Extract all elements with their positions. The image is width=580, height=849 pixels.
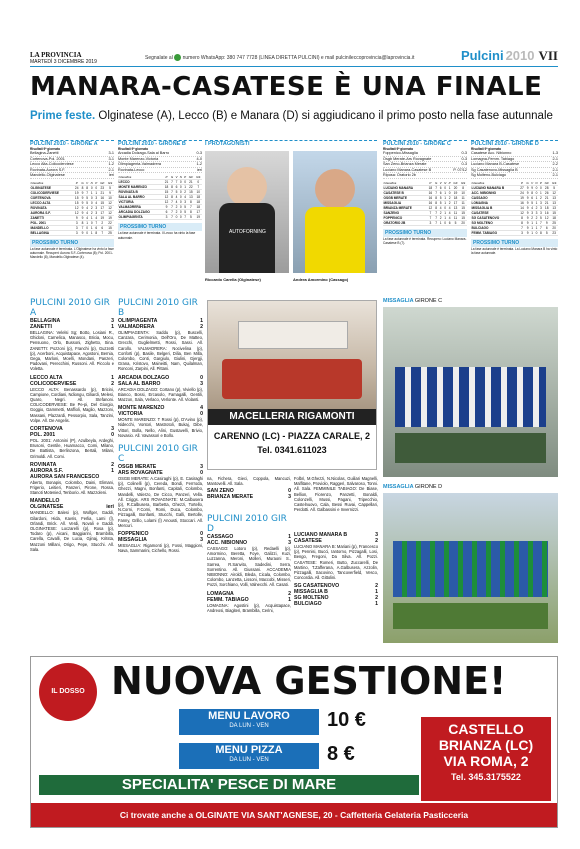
ad-title: MACELLERIA RIGAMONTI <box>208 409 376 425</box>
match-score-row: ACC. NIBIONNO 3 <box>207 540 291 546</box>
match-report: Aberto, Bonapis, Colombo, Daini, Elimani, Frigerio, Leitieri, Panzeri, Pirone, Rossa, Stanoti Motenied, Tenborio. All. Mazzoleni. <box>30 479 114 496</box>
result-row: Sg Casatenovo-Missaglia B 2-1 <box>471 167 558 172</box>
results-list <box>118 151 202 173</box>
gir-b-reports: PULCINI 2010 GIR B OLIMPIAGENTA 1 VALMADRERA 2 OLIMPIAGENTA: Saddu (p), Buscelli, Canzara, Cerimonia, Dell'Oro, De Matteo, Grecchi, Guglielmetti, Rossi, Sassi. All. Carollo. VALMADRERA: Nocivelina (p), Conforti (p), Basile, Belgeri, Dilia, Ben Milla, Colombo, Conti, Gargiulo, Giulini, Gjergji, Grana, Kristovo, Maineitti, Nam, Quilalman, Ronconi, Zarpini, All. Pittani. ARCADIA DOLZAGO 0 SALA AL BARRO 3 ARCADIA DOLZAGO: Cortano (p), Viviello (p), Bianco, Bossi, Ercasolo, Famagalli, Gentili, Mazzon, Sala, Verlaco, Verlonte. All. Violanti. MONTE MARENZO 4 VICTORIA 0 MONTE MARENZO: T Rossi (p), D'Avino (p), Nidecchi, Vontori, Mastrotoli, Bukaj, Dibe, Vittori, Bolla, Nello, Alini, Gustavelli, Brivio, Novasio. All. Vavassori e Bollo. PULCINI 2010 GIR C OSGB MERATE 3 ARS ROVAGNATE 0 OSGB MERATE: A.Casiraghi (p), E. Casiraghi (p), Colinelli (p), Cereda, Bondi, Ferrroda, Ghezzi, Magni, Bonfanti, Capitali, Colombo, Mandelli, Valerzo, De Cicco, Panzeri, Vella. All. Criggs. ARS ROVAGNATE: M.Calbusera (p), R.Calbusera, Barbetta, Ghezzi, Tortello, N.Corni, F.Corni, Romi, Duca, Colombo, Pizzagalli, Bonfanti, Stucchi, Galli, Bertolle, Fanny, Grillo, Lolami (l) Anousti, Stoccari. All. Mercuri. FOPPENICO 0 MISSAGLIA 3 MISSAGLIA: Rigamonti (p), Fossi, Maggioni, Nava, Sammarini, Cichello, Rossi. <box>118 298 203 554</box>
player-photo-right <box>293 151 377 273</box>
photo-c-block: MISSAGLIA GIRONE C <box>383 298 558 477</box>
results-list <box>30 151 114 179</box>
standings-row: FOPPENICO 7 7 2 1 4 11 15 <box>383 216 467 221</box>
menu-lavoro: MENU LAVORO DA LUN - VEN <box>179 709 319 735</box>
standings-row: MISSAGLIA B 14 9 4 2 3 18 13 <box>471 206 558 211</box>
match-score-row: SALA AL BARRO 3 <box>118 380 203 387</box>
match-score-row: ROVINATA 2 <box>30 461 114 468</box>
gir-d-more <box>294 532 378 607</box>
match-score-row: MISSAGLIA B 1 <box>294 589 378 596</box>
standings-row: OLIMPIAGENTA 3 7 0 0 7 5 19 <box>118 215 201 220</box>
section-label: Pulcini 2010 VII <box>460 48 558 63</box>
match-score-row: CASATESE 2 <box>294 538 378 544</box>
standings-header: Classifica P G V N P GF GS <box>30 181 113 186</box>
standings-row: SG MOLTENO 8 9 1 1 7 9 25 <box>471 221 558 226</box>
girone-a-box: PULCINI 2010 - GIRONE A Risultati 9ª giornata Bellagina-Zanetti 3-1 Cortenova-Pol. 2001 3-1 Lecco Alta-Colicoderviese 1-2 Rovinata-Aurora S.F. 2-1 Mandello-Olginatese ieri Classifica P G V N P GF GS OLGINATESE 24 8 8 0 0 23 5 COLICODERVIESE 19 9 7 1 1 21 9 CORTENOVA 15 9 5 0 3 16 10 LECCO ALTA 15 9 5 0 4 15 12 ROVINATA 12 9 4 2 3 17 12 AURORA S.F. 12 9 4 2 3 17 12 ZANETTI 9 9 4 1 4 19 19 POL. 2001 3 8 1 0 7 2 22 MANDELLO 3 7 0 1 6 6 15 BELLAGINA 3 9 0 1 8 7 25 PROSSIMO TURNO La fase autunnale è terminata. L'Olginatese ha vinto la fase autunnale. Recuperi: Aurora S.F.-Cortenova (8); Pol. 2001-Mandello (8), Mandello-Olginatese (4). <box>30 141 114 260</box>
standings-row: BELLAGINA 3 9 0 1 8 7 25 <box>30 231 114 236</box>
standings-table <box>30 181 114 236</box>
headline: MANARA-CASATESE È UNA FINALE <box>30 72 543 102</box>
caption-right: Andrea Amormino (Cassago) <box>293 277 349 282</box>
standings-row: VALMADRERA 9 7 2 0 5 7 18 <box>118 205 201 210</box>
result-row: Riposa: Oratorio 2b <box>383 173 467 179</box>
standings-row: CORTENOVA 15 9 5 0 3 16 10 <box>30 196 114 201</box>
result-row: Rovinata-Aurora S.F. 2-1 <box>30 167 114 172</box>
standings-row: SG CASATENOVO 8 9 2 2 5 12 18 <box>471 216 558 221</box>
page-number: VII <box>538 48 558 63</box>
match-report: LUCIANO MANARA B: Mariani (p), Francesco (p), Pennisi, Bucci, Iantorno, Pizzagalli, Losi, Bengo, Fregoni, Da Silva. All. Pozzi. CASATESE: Romeri, Butto, Zuccarelli, De Martino, T.Zafferana, A.Galbusera, Azzolin, Pizzagalli, Sacovino, Tancoverfield, Vesco, Concordia. All. Gittolini. <box>294 544 378 581</box>
result-row: Osgb Merate-Ars Rovagnate 0-3 <box>383 156 467 161</box>
result-row: Mandello-Olginatese ieri <box>30 173 114 178</box>
result-row: Rovinata-Lecco ieri <box>118 167 202 172</box>
standings-row: ROVINATA B 15 7 5 0 2 15 10 <box>118 190 201 195</box>
standings-row: OLGINATESE 24 8 8 0 0 23 5 <box>30 186 114 191</box>
ad-restaurant <box>30 656 558 828</box>
match-score-row: COLICODERVIESE 2 <box>30 380 114 387</box>
standings-row: MONTE MARENZO 18 8 6 0 1 22 7 <box>118 185 202 190</box>
subhead: Prime feste. Olginatese (A), Lecco (B) e Manara (D) si aggiudicano il primo posto nella fase autunnale <box>30 110 553 122</box>
standings-row: LUCIANO MANARA B 27 9 9 0 0 28 5 <box>471 186 558 191</box>
match-score-row: MISSAGLIA 3 <box>118 537 203 544</box>
result-row: Luciano Manara-Casatese B P. 07/12 <box>383 167 467 172</box>
standings-row: AURORA S.F. 12 9 4 2 3 17 12 <box>30 211 114 216</box>
match-report: POL. 2001: Antonini (P), Azulbeyla, Ardeghi, Brusoni, Gentile, Huarnacco, Comi, Milano, De Battista, Berlinzona, Bertali, Milani, Grimoldi. All. Comi. <box>30 438 114 459</box>
standings-row: FEMM. TABIAGO 3 9 1 0 8 5 23 <box>471 231 558 236</box>
result-row: Foppenico-Missaglia 0-3 <box>383 151 467 156</box>
menu-lavoro-price: 10 € <box>327 709 366 731</box>
team-photo-c <box>383 307 558 477</box>
girone-d-box: PULCINI 2010 - GIRONE D Risultati 9ª giornata Casatese Acc. Nibionno 1-3 Lomagna-Femm. Tabiago 2-1 Luciano Manara B-Casatese 2-2 Sg Casatenovo-Missaglia B 2-1 Sg Molteno-Bulciago 2-1 Classifica P G V N P GF GS LUCIANO MANARA B 27 9 9 0 0 28 5 ACC. NIBIONNO 24 9 8 0 1 26 12 CASSAGO 19 9 6 1 2 21 13 LOMAGNA 16 9 5 1 3 21 13 MISSAGLIA B 14 9 4 2 3 18 13 CASATESE 12 9 3 3 3 16 15 SG CASATENOVO 8 9 2 2 5 12 18 SG MOLTENO 8 9 1 1 7 9 25 BULCIAGO 7 9 1 1 7 6 20 FEMM. TABIAGO 3 9 1 0 8 5 23 PROSSIMO TURNO La fase autunnale è terminata. La Luciano Manara B ha vinto la fase autunnale. <box>471 141 558 256</box>
result-row: Lecco Alta-Colicoderviese 1-2 <box>30 162 114 167</box>
masthead-rule <box>30 66 558 67</box>
match-report: LECCO ALTA: Benassardo (p), Bricini, Campione, Cordiani, Ndiongu, Giliardi, Melesi, Quaro, Negri. All. Stefanoni. COLICODERVIESE: Be Pe-pi, Del Giorgio, Goggio, Gammetti, Maffioli, Maglio, Mazzoni, Massani, Plazzardi, Pessorpio, Sala, Tanzini, Volpe. All. De Angelis. <box>30 386 114 423</box>
match-score-row: LUCIANO MANARA B 3 <box>294 532 378 538</box>
match-score-row: OSGB MERATE 3 <box>118 464 203 471</box>
standings-row: BULCIAGO 7 9 1 1 7 6 20 <box>471 226 558 231</box>
ad-footer: Ci trovate anche a OLGINATE VIA SANT'AGNESE, 20 - Caffetteria Gelateria Pasticceria <box>31 803 557 827</box>
protagonisti-box <box>205 140 377 300</box>
match-report: OSGB MERATE: A.Casiraghi (p), E. Casiraghi (p), Colinelli (p), Cereda, Bondi, Ferrroda, Ghezzi, Magni, Bonfanti, Capitali, Colombo, Mandelli, Valerzo, De Cicco, Panzeri, Vella. All. Criggs. ARS ROVAGNATE: M.Calbusera (p), R.Calbusera, Barbetta, Ghezzi, Tortello, N.Corni, F.Corni, Romi, Duca, Colombo, Pizzagalli, Bonfanti, Stucchi, Galli, Bertolle, Fanny, Grillo, Lolami (l) Anousti, Stoccari. All. Mercuri. <box>118 476 203 528</box>
protagonisti-title: I PROTAGONISTI <box>205 141 250 147</box>
match-score-row: MONTE MARENZO 4 <box>118 405 203 412</box>
result-row: Casatese Acc. Nibionno 1-3 <box>471 151 558 156</box>
results-list <box>383 151 467 179</box>
results-list <box>471 151 558 179</box>
standings-row: CASATESE B 16 7 6 1 0 19 10 <box>383 191 467 196</box>
match-score-row: OLIMPIAGENTA 1 <box>118 318 203 324</box>
match-score-row: BELLAGINA 3 <box>30 318 114 324</box>
standings-row: VICTORIA 12 7 4 0 3 8 18 <box>118 200 201 205</box>
butcher-photo <box>208 301 376 409</box>
standings-row: SALA AL BARRO 12 8 4 0 4 13 18 <box>118 195 201 200</box>
result-row: Arcadia Dolzago-Sala al Barro 0-3 <box>118 151 202 156</box>
gir-d-reports: PULCINI 2010 GIR D CASSAGO 1 ACC. NIBIONNO 3 CASSAGO: Lotoro (p), Redaelli (p), Amormino, Beretta, Foye, Galizzi, Kuzi, Luzzanna, Meroni, Molleri, Muraoni S., Sarrea, R.Sanvito, Sadedini, Serra, Sorrentino. All. Giussani. ACCADEMIA NIBIONNO: Airoldi, Bleda, Cicala, Colombo, Colombo, Lanzetta, Lissoni, Maccobi, Misseri, Pozzi, Sorchiano, Volli, Valnecchi. All. Casati. LOMAGNA 2 FEMM. TABIAGO 1 LOMAGNA: Agostini (p), Acquistapace, Andreosi, Biagiteri, Brambilla, Cerini, <box>207 514 291 613</box>
paper-date: MARTEDÌ 3 DICEMBRE 2019 <box>30 59 97 65</box>
standings-row: CASSAGO 19 9 6 1 2 21 13 <box>471 196 558 201</box>
caption-left: Riccardo Carella (Olginatese) <box>205 277 261 282</box>
match-score-row: VALMADRERA 2 <box>118 324 203 330</box>
gir-d-continued: Folbri, M.Ghezzi, N.Nicolas, Guiliari Magnelli, Malfitane, Proviolo, Raggeri, Salvaroso, Tonni. All. Sala. FEMMINILE TABIAGO: De Biase, Bellion, Fiorenzo, Panzetti, Bonaldi, Colonzelli, Mussi, Pagani, Tripecchio, Castelnuovo, Cala, Bessi Ruvai, Cappellari, Perdotti. All. Galbassini e Invernizzi. <box>294 476 378 513</box>
standings-row: ARCADIA DOLZAGO 6 7 2 0 5 8 17 <box>118 210 201 215</box>
standings-row: CASATESE 12 9 3 3 3 16 15 <box>471 211 558 216</box>
whatsapp-icon <box>174 54 181 61</box>
standings-row: SANZENO 7 7 2 1 4 11 15 <box>383 211 467 216</box>
standings-header: Classifica P G V N P GF GS <box>471 181 557 186</box>
masthead-left <box>30 52 97 65</box>
standings-row: ZANETTI 9 9 4 1 4 19 19 <box>30 216 114 221</box>
standings-table <box>118 175 202 220</box>
match-report: BELLAGINA: Velelsi Sg; Botto, Losiani R., Ghidoni, Carnelica, Manasco, Bricia, Mocu, Pensuono, Orlo, Bussoni, Zighetto, Sina. ZANETTI: Pozzoni (p), Franchi (p), Guzzetti (p), Acerboni, Acquistapace, Agostoni, Bernia, Gega, Marloni, Moelli, Mondani, Panzeri, Padovani, Perecchini, Russoni. All. Piccolo e Voletta. <box>30 330 114 372</box>
standings-row: LUCIANO MANARA 18 7 6 0 1 20 8 <box>383 186 467 191</box>
ad-headline: NUOVA GESTIONE! <box>111 659 507 703</box>
match-score-row: FOPPENICO 0 <box>118 531 203 538</box>
match-score-row: FEMM. TABIAGO 1 <box>207 596 291 603</box>
result-row: Sg Molteno-Bulciago 2-1 <box>471 173 558 178</box>
menu-pizza-price: 8 € <box>327 743 355 765</box>
standings-row: LECCO ALTA 15 9 5 0 4 15 12 <box>30 201 114 206</box>
match-score-row: MANDELLO <box>30 498 60 505</box>
match-report: MISSAGLIA: Rigamonti (p), Fossi, Maggioni, Nava, Sammarini, Cichello, Rossi. <box>118 543 203 554</box>
whatsapp-banner: Segnalate al numero WhatsApp: 380 747 7728 (LINEA DIRETTA PULCINI) e mail pulcinileccoprovincia@laprovincia.it <box>145 54 415 61</box>
standings-row: OSGB MERATE 16 8 5 1 2 18 11 <box>383 196 467 201</box>
match-report: CASSAGO: Lotoro (p), Redaelli (p), Amormino, Beretta, Foye, Galizzi, Kuzi, Luzzanna, Meroni, Molleri, Muraoni S., Sarrea, R.Sanvito, Sadedini, Serra, Sorrentino. All. Giussani. ACCADEMIA NIBIONNO: Airoldi, Bleda, Cicala, Colombo, Colombo, Lanzetta, Lissoni, Maccobi, Misseri, Pozzi, Sorchiano, Volli, Valnecchi. All. Casati. <box>207 546 291 588</box>
result-row: San Zeno-Brianza Merate 0-3 <box>383 162 467 167</box>
match-score-row: ARCADIA DOLZAGO 0 <box>118 374 203 381</box>
standings-row: BRIANZA MERATE 12 8 4 0 4 13 15 <box>383 206 467 211</box>
standings-row: LOMAGNA 16 9 5 1 3 21 13 <box>471 201 558 206</box>
team-photo-d <box>383 493 558 643</box>
match-score-row: AURORA S.F. 1 <box>30 467 114 474</box>
match-report: OLIMPIAGENTA: Saddu (p), Buscelli, Canzara, Cerimonia, Dell'Oro, De Matteo, Grecchi, Guglielmetti, Rossi, Sassi. All. Carollo. VALMADRERA: Nocivelina (p), Conforti (p), Basile, Belgeri, Dilia, Ben Milla, Colombo, Conti, Gargiulo, Giulini, Gjergji, Grana, Kristovo, Maineitti, Nam, Quilalman, Ronconi, Zarpini, All. Pittani. <box>118 330 203 372</box>
gir-c-continued: na, Fichera, Gieci, Coppola, Mancuzi, Mantovelli. All. Sala. <box>207 476 291 487</box>
match-report: LOMAGNA: Agostini (p), Acquistapace, Andreosi, Biagiteri, Brambilla, Cerini, <box>207 602 291 613</box>
ad-address: CARENNO (LC) - PIAZZA CARALE, 2 <box>213 431 371 441</box>
standings-row: ORATORIO 2B 3 7 1 0 6 5 20 <box>383 221 467 226</box>
match-score-row: VICTORIA 0 <box>118 411 203 418</box>
match-score-row: OLGINATESE ieri <box>30 504 114 511</box>
ad-macelleria <box>207 300 377 470</box>
match-score-row: LOMAGNA 2 <box>207 590 291 597</box>
result-row: Lomagna-Femm. Tabiago 2-1 <box>471 156 558 161</box>
match-score-row: CASSAGO 1 <box>207 534 291 540</box>
match-score-row: BULCIAGO 1 <box>294 601 378 608</box>
restaurant-logo: IL DOSSO <box>39 663 97 721</box>
match-score-row: SG MOLTENO 2 <box>294 595 378 602</box>
result-row: Monte Marenzo-Victoria 4-0 <box>118 156 202 161</box>
result-row: Bellagina-Zanetti 3-1 <box>30 151 114 156</box>
address-box: CASTELLO BRIANZA (LC) VIA ROMA, 2 Tel. 345.3175522 <box>421 717 551 801</box>
ad-slogan: SPECIALITA' PESCE DI MARE <box>39 775 419 795</box>
standings-row: MANDELLO 3 7 0 1 6 6 15 <box>30 226 114 231</box>
match-report: ARCADIA DOLZAGO: Cortano (p), Viviello (p), Bianco, Bossi, Ercasolo, Famagalli, Gentili, Mazzon, Sala, Verlaco, Verlonte. All. Violanti. <box>118 386 203 403</box>
gir-a-reports: PULCINI 2010 GIR A BELLAGINA 3 ZANETTI 1 BELLAGINA: Velelsi Sg; Botto, Losiani R., Ghidoni, Carnelica, Manasco, Bricia, Mocu, Pensuono, Orlo, Bussoni, Zighetto, Sina. ZANETTI: Pozzoni (p), Franchi (p), Guzzetti (p), Acerboni, Acquistapace, Agostoni, Bernia, Gega, Marloni, Moelli, Mondani, Panzeri, Padovani, Perecchini, Russoni. All. Piccolo e Voletta. LECCO ALTA 1 COLICODERVIESE 2 LECCO ALTA: Benassardo (p), Bricini, Campione, Cordiani, Ndiongu, Giliardi, Melesi, Quaro, Negri. All. Stefanoni. COLICODERVIESE: Be Pe-pi, Del Giorgio, Goggio, Gammetti, Maffioli, Maglio, Mazzoni, Massani, Plazzardi, Pessorpio, Sala, Tanzini, Volpe. All. De Angelis. CORTENOVA 3 POL. 2001 0 POL. 2001: Antonini (P), Azulbeyla, Ardeghi, Brusoni, Gentile, Huarnacco, Comi, Milano, De Battista, Berlinzona, Bertali, Milani, Grimoldi. All. Comi. ROVINATA 2 AURORA S.F. 1 AURORA SAN FRANCESCO Aberto, Bonapis, Colombo, Daini, Elimani, Frigerio, Leitieri, Panzeri, Pirone, Rossa, Stanoti Motenied, Tenborio. All. Mazzoleni. MANDELLO OLGINATESE ieri MANDELLO: Balesi (p), Wolfger, Gaddi, Gilardoni, Hida, Kavris, Ferlia, Lami (l), Orlandi, Brick. All. Verdi, Novali e Gaddi. OLGINATESE: Loczarelli (p), Rosa (p), Todaro (p), Aicani, Baggiarini, Brambilla, Carella, Cavalli, De Lucia, Gjinaj, Kritsta, Mazzoni Millani, Origo, Pepe, Stucchi. All. Sala. <box>30 298 114 552</box>
match-score-row: POL. 2001 0 <box>30 432 114 439</box>
result-row: Luciano Manara B-Casatese 2-2 <box>471 162 558 167</box>
match-report: MONTE MARENZO: T Rossi (p), D'Avino (p), Nidecchi, Vontori, Mastrotoli, Bukaj, Dibe, Vittori, Bolla, Nello, Alini, Gustavelli, Brivio, Novasio. All. Vavassori e Bollo. <box>118 417 203 438</box>
ad-phone: Tel. 0341.611023 <box>257 445 327 455</box>
match-score-row: AURORA SAN FRANCESCO <box>30 473 100 480</box>
match-report: MANDELLO: Balesi (p), Wolfger, Gaddi, Gilardoni, Hida, Kavris, Ferlia, Lami (l), Orlandi, Brick. All. Verdi, Novali e Gaddi. OLGINATESE: Loczarelli (p), Rosa (p), Todaro (p), Aicani, Baggiarini, Brambilla, Carella, Cavalli, De Lucia, Gjinaj, Kritsta, Mazzoni Millani, Origo, Pepe, Stucchi. All. Sala. <box>30 510 114 552</box>
photo-d-block: MISSAGLIA GIRONE D <box>383 484 558 643</box>
match-score-row: SG CASATENOVO 2 <box>294 583 378 590</box>
standings-row: ACC. NIBIONNO 24 9 8 0 1 26 12 <box>471 191 558 196</box>
standings-row: LECCO 21 7 7 0 0 21 0 <box>118 180 202 185</box>
standings-header: Classifica P G V N P GF GS <box>383 181 466 186</box>
gir-c-continued-match: SAN ZENO 0 BRIANZA MERATE 3 <box>207 488 291 500</box>
menu-pizza: MENU PIZZA DA LUN - VEN <box>179 743 319 769</box>
standings-row: MISSAGLIA 16 8 5 1 2 17 11 <box>383 201 467 206</box>
standings-row: POL. 2001 3 8 1 0 7 2 22 <box>30 221 114 226</box>
standings-row: COLICODERVIESE 19 9 7 1 1 21 9 <box>30 191 114 196</box>
girone-c-box: PULCINI 2010 - GIRONE C Risultati 9ª giornata Foppenico-Missaglia 0-3 Osgb Merate-Ars Rovagnate 0-3 San Zeno-Brianza Merate 0-3 Luciano Manara-Casatese B P. 07/12 Riposa: Oratorio 2b Classifica P G V N P GF GS LUCIANO MANARA 18 7 6 0 1 20 8 CASATESE B 16 7 6 1 0 19 10 OSGB MERATE 16 8 5 1 2 18 11 MISSAGLIA 16 8 5 1 2 17 11 BRIANZA MERATE 12 8 4 0 4 13 15 SANZENO 7 7 2 1 4 11 15 FOPPENICO 7 7 2 1 4 11 15 ORATORIO 2B 3 7 1 0 6 5 20 PROSSIMO TURNO La fase autunnale è terminata. Recupero: Luciano Manara-Casatese B (7). <box>383 141 467 246</box>
match-score-row: CORTENOVA 3 <box>30 426 114 433</box>
player-photo-left: AUTOFORNING <box>205 151 289 273</box>
girone-b-box: PULCINI 2010 - GIRONE B Risultati 9ª giornata Arcadia Dolzago-Sala al Barro 0-3 Monte Marenzo-Victoria 4-0 Olimpiagenta-Valmadrera 1-2 Rovinata-Lecco ieri Classifica P G V N P GF GS LECCO 21 7 7 0 0 21 0 MONTE MARENZO 18 8 6 0 1 22 7 ROVINATA B 15 7 5 0 2 15 10 SALA AL BARRO 12 8 4 0 4 13 18 VICTORIA 12 7 4 0 3 8 18 VALMADRERA 9 7 2 0 5 7 18 ARCADIA DOLZAGO 6 7 2 0 5 8 17 OLIMPIAGENTA 3 7 0 0 7 5 19 PROSSIMO TURNO La fase autunnale è terminata. Il Lecco ha vinto la fase autunnale. <box>118 141 202 240</box>
standings-table <box>383 181 467 226</box>
match-score-row: ARS ROVAGNATE 0 <box>118 470 203 477</box>
result-row: Cortenova-Pol. 2001 3-1 <box>30 156 114 161</box>
result-row: Olimpiagenta-Valmadrera 1-2 <box>118 162 202 167</box>
match-score-row: LECCO ALTA 1 <box>30 374 114 381</box>
match-score-row: ZANETTI 1 <box>30 324 114 330</box>
standings-header: Classifica P G V N P GF GS <box>118 175 201 180</box>
paper-name: LA PROVINCIA <box>30 51 82 59</box>
standings-table <box>471 181 558 236</box>
standings-row: ROVINATA 12 9 4 2 3 17 12 <box>30 206 114 211</box>
